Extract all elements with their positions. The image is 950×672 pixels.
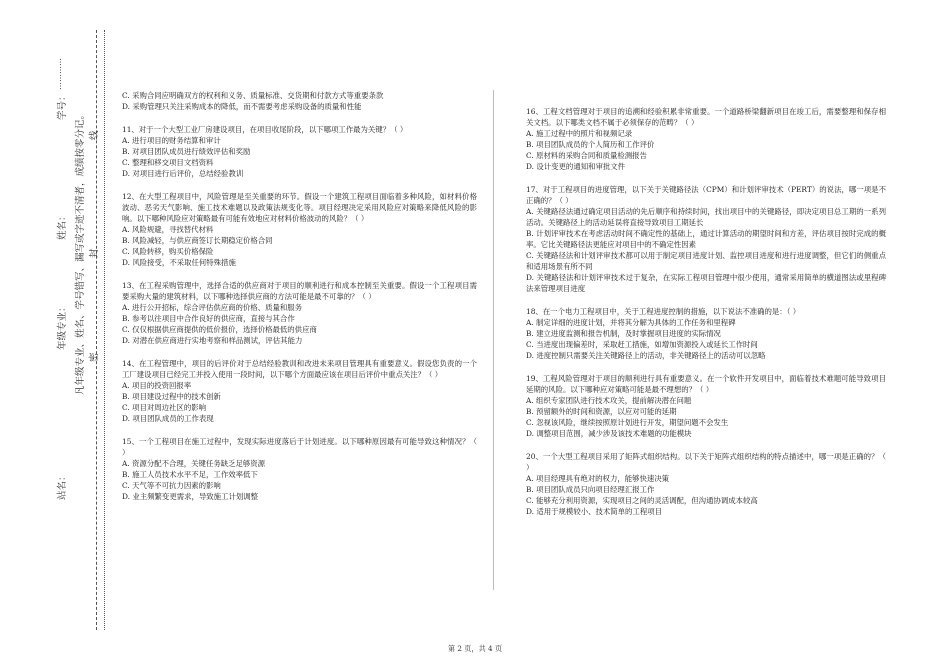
question-text: 12、在大型工程项目中，风险管理是至关重要的环节。假设一个建筑工程项目面临着多种风险，如材料价格波动、恶劣天气影响、施工技术难题以及政策法规变化等。项目经理决定采用风险应对策略来降低风险的影响。以下哪种风险应对策略最有可能有效地应对材料价格波动的风险？（ ）	[122, 192, 477, 223]
answer-option: B. 对项目团队成员进行绩效评估和奖励	[122, 147, 251, 156]
answer-option: D. 适用于规模较小、技术简单的工程项目	[526, 507, 663, 516]
answer-option: C. 项目对周边社区的影响	[122, 403, 206, 412]
question-block	[122, 436, 477, 502]
name-label: 姓名：	[57, 211, 68, 240]
answer-option: D. 业主频繁变更需求，导致施工计划调整	[122, 492, 259, 501]
answer-option: B. 项目团队成员的个人简历和工作评价	[526, 140, 655, 149]
answer-option: C. 天气等不可抗力因素的影响	[122, 481, 221, 490]
answer-option: A. 进行公开招标，综合评估供应商的价格、质量和服务	[122, 303, 303, 312]
answer-option: B. 建立进度监测和报告机制，及时掌握项目进度的实际情况	[526, 329, 721, 338]
answer-option: A. 资源分配不合理，关键任务缺乏足够资源	[122, 459, 266, 468]
answer-option: D. 设计变更的通知和审批文件	[526, 162, 626, 171]
answer-option: C. 当进度出现偏差时，采取赶工措施，如增加资源投入或延长工作时间	[526, 340, 758, 349]
answer-option: B. 项目建设过程中的技术创新	[122, 392, 221, 401]
answer-option: D. 进度控制只需要关注关键路径上的活动，非关键路径上的活动可以忽略	[526, 351, 766, 360]
question-block	[526, 373, 886, 439]
answer-option: D. 风险接受，不采取任何特殊措施	[122, 258, 236, 267]
answer-option: B. 项目团队成员只向项目经理汇报工作	[526, 485, 655, 494]
question-block	[122, 90, 477, 112]
answer-option: D. 对项目进行后评价，总结经验教训	[122, 169, 244, 178]
question-text: 11、对于一个大型工业厂房建设项目，在项目收尾阶段，以下哪项工作最为关键？（ ）	[122, 125, 408, 134]
answer-option: A. 进行项目的财务结算和审计	[122, 136, 221, 145]
answer-option: C. 风险转移，购买价格保险	[122, 247, 214, 256]
question-text: 16、工程文档管理对于项目的追溯和经验积累非常重要。一个道路桥梁翻新项目在竣工后，需要整理和保存相关文档。以下哪类文档不属于必须保存的范畴？（ ）	[526, 107, 886, 127]
answer-option: C. 关键路径法和计划评审技术都可以用于制定项目进度计划、监控项目进度和进行进度调整，但它们的侧重点和适用场景有所不同	[526, 251, 886, 271]
school-label: 站名：	[57, 471, 68, 500]
answer-option: B. 预留额外的时间和资源，以应对可能的延期	[526, 407, 677, 416]
answer-option: A. 项目的投资回报率	[122, 381, 192, 390]
question-block	[526, 184, 886, 294]
answer-option: B. 风险减轻，与供应商签订长期稳定价格合同	[122, 236, 273, 245]
question-text: 20、一个大型工程项目采用了矩阵式组织结构。以下关于矩阵式组织结构的特点描述中，哪一项是正确的？（ ）	[526, 452, 886, 472]
answer-option: A. 风险规避，寻找替代材料	[122, 225, 214, 234]
question-block	[122, 358, 477, 424]
warning-text: 凡年级专业、姓名、学号错写、漏写或字迹不清者，成绩按零分记。	[75, 109, 86, 395]
student-id-line: …………	[54, 58, 63, 90]
cut-line-inner	[104, 30, 105, 630]
answer-option: A. 组织专家团队进行技术攻关，提前解决潜在问题	[526, 396, 692, 405]
question-text: 13、在工程采购管理中，选择合适的供应商对于项目的顺利进行和成本控制至关重要。假设一个工程项目需要采购大量的建筑材料，以下哪种选择供应商的方法可能是最不可靠的？（ ）	[122, 281, 477, 301]
right-column	[526, 106, 886, 529]
question-text: 14、在工程管理中，项目的后评价对于总结经验教训和改进未来项目管理具有重要意义。假设您负责的一个工厂建设项目已经完工并投入使用一段时间，以下哪个方面最应该在项目后评价中重点关注？（ ）	[122, 359, 477, 379]
question-block	[122, 124, 477, 179]
answer-option: A. 关键路径法通过确定项目活动的先后顺序和持续时间，找出项目中的关键路径，即决定项目总工期的一系列活动。关键路径上的活动延误将直接导致项目工期延长	[526, 207, 886, 227]
answer-option: A. 制定详细的进度计划，并将其分解为具体的工作任务和里程碑	[526, 318, 736, 327]
answer-option: B. 参考以往项目中合作良好的供应商，直接与其合作	[122, 314, 295, 323]
question-block	[526, 106, 886, 172]
answer-option: D. 关键路径法和计划评审技术过于复杂，在实际工程项目管理中很少使用，通常采用简单的横道图法或里程碑法来管理项目进度	[526, 273, 886, 293]
page-footer: 第 2 页，共 4 页	[447, 644, 503, 653]
answer-option: C. 仅仅根据供应商提供的低价报价，选择价格最低的供应商	[122, 325, 317, 334]
seal-mark-mi: 密	[89, 352, 100, 362]
column-divider	[493, 90, 494, 590]
answer-option: B. 计划评审技术在考虑活动时间不确定性的基础上，通过计算活动的期望时间和方差，评估项目按时完成的概率。它比关键路径法更能应对项目中的不确定性因素	[526, 229, 886, 249]
answer-option: C. 忽视该风险，继续按照原计划进行开发，期望问题不会发生	[526, 418, 729, 427]
answer-option: A. 项目经理具有绝对的权力，能够快速决策	[526, 474, 670, 483]
question-text: 17、对于工程项目的进度管理，以下关于关键路径法（CPM）和计划评审技术（PERT）的说法，哪一项是不正确的？（ ）	[526, 185, 886, 205]
question-block	[122, 191, 477, 268]
seal-mark-xian: 线	[89, 130, 100, 140]
question-text: 18、在一个电力工程项目中，关于工程进度控制的措施，以下说法不准确的是：（ ）	[526, 307, 801, 316]
left-column	[122, 90, 477, 514]
question-block	[526, 451, 886, 517]
question-text: 19、工程风险管理对于项目的顺利进行具有重要意义。在一个软件开发项目中，面临着技术难题可能导致项目延期的风险。以下哪种应对策略可能是最不理想的？（ ）	[526, 374, 886, 394]
major-label: 年级专业：	[57, 302, 68, 350]
answer-option: D. 项目团队成员的工作表现	[122, 414, 214, 423]
question-block	[526, 306, 886, 361]
question-block	[122, 280, 477, 346]
answer-option: C. 采购合同应明确双方的权利和义务、质量标准、交货期和付款方式等重要条款	[122, 91, 384, 100]
answer-option: A. 施工过程中的照片和视频记录	[526, 129, 633, 138]
student-id-label: 学号：	[57, 91, 68, 120]
answer-option: D. 对潜在供应商进行实地考察和样品测试，评估其能力	[122, 336, 303, 345]
question-text: 15、一个工程项目在施工过程中，发现实际进度落后于计划进度。以下哪种原因最有可能导致这种情况？（ ）	[122, 437, 477, 457]
answer-option: D. 采购管理只关注采购成本的降低，而不需要考虑采购设备的质量和性能	[122, 102, 362, 111]
answer-option: C. 能够充分利用资源，实现项目之间的灵活调配，但沟通协调成本较高	[526, 496, 758, 505]
cut-line-outer	[96, 30, 97, 630]
answer-option: B. 施工人员技术水平不足，工作效率低下	[122, 470, 258, 479]
binding-margin	[0, 0, 110, 672]
answer-option: C. 整理和移交项目文档资料	[122, 158, 214, 167]
answer-option: D. 调整项目范围，减少涉及该技术难题的功能模块	[526, 429, 692, 438]
answer-option: C. 原材料的采购合同和质量检测报告	[526, 151, 647, 160]
seal-mark-feng: 封	[89, 248, 100, 258]
